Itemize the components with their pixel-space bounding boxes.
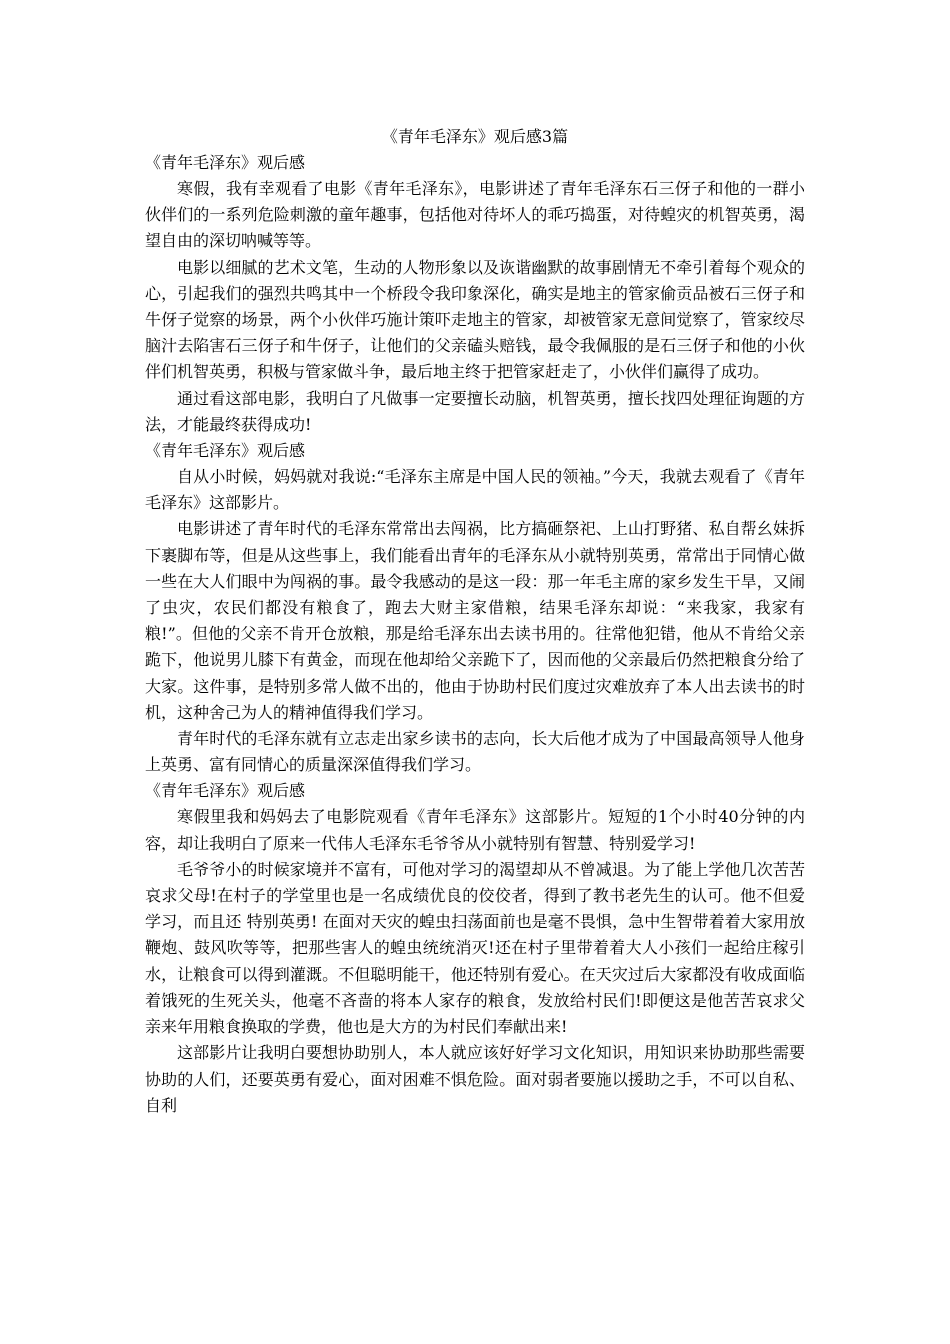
paragraph: 电影讲述了青年时代的毛泽东常常出去闯祸，比方搞砸祭祀、上山打野猪、私自帮幺妹拆下裹脚布等，但是从这些事上，我们能看出青年的毛泽东从小就特别英勇，常常出于同情心做一些在大人们眼中为闯祸的事。最令我感动的是这一段：那一年毛主席的家乡发生干旱，又闹了虫灾，农民们都没有粮食了，跑去大财主家借粮，结果毛泽东却说：“来我家，我家有粮!”。但他的父亲不肯开仓放粮，那是给毛泽东出去读书用的。往常他犯错，他从不肯给父亲跪下，他说男儿膝下有黄金，而现在他却给父亲跪下了，因而他的父亲最后仍然把粮食分给了大家。这件事，是特别多常人做不出的，他由于协助村民们度过灾难放弃了本人出去读书的时机，这种舍己为人的精神值得我们学习。 [145, 519, 805, 722]
section-heading: 《青年毛泽东》观后感 [145, 781, 306, 801]
document-title: 《青年毛泽东》观后感3篇 [381, 127, 569, 146]
section-2 [145, 438, 805, 778]
paragraph: 青年时代的毛泽东就有立志走出家乡读书的志向，长大后他才成为了中国最高领导人他身上英勇、富有同情心的质量深深值得我们学习。 [145, 729, 805, 775]
section-heading: 《青年毛泽东》观后感 [145, 153, 306, 172]
paragraph: 毛爷爷小的时候家境并不富有，可他对学习的渴望却从不曾减退。为了能上学他几次苦苦哀求父母!在村子的学堂里也是一名成绩优良的佼佼者，得到了教书老先生的认可。他不但爱学习，而且还 特别英勇! 在面对天灾的蝗虫扫荡面前也是毫不畏惧，急中生智带着着大家用放鞭炮、鼓风吹等等，把那些害人的蝗虫统统消灭!还在村子里带着着大人小孩们一起给庄稼引水，让粮食可以得到灌溉。不但聪明能干，他还特别有爱心。在天灾过后大家都没有收成面临着饿死的生死关头，他毫不吝啬的将本人家存的粮食，发放给村民们!即便这是他苦苦哀求父亲来年用粮食换取的学费，他也是大方的为村民们奉献出来! [145, 859, 805, 1037]
section-1 [145, 150, 805, 438]
paragraph: 电影以细腻的艺术文笔，生动的人物形象以及诙谐幽默的故事剧情无不牵引着每个观众的心，引起我们的强烈共鸣其中一个桥段令我印象深化，确实是地主的管家偷贡品被石三伢子和牛伢子觉察的场景，两个小伙伴巧施计策吓走地主的管家，却被管家无意间觉察了，管家绞尽脑汁去陷害石三伢子和牛伢子，让他们的父亲磕头赔钱，最令我佩服的是石三伢子和他的小伙伴们机智英勇，积极与管家做斗争，最后地主终于把管家赶走了，小伙伴们赢得了成功。 [145, 257, 805, 382]
paragraph: 通过看这部电影，我明白了凡做事一定要擅长动脑，机智英勇，擅长找四处理征询题的方法，才能最终获得成功! [145, 388, 805, 434]
paragraph: 寒假里我和妈妈去了电影院观看《青年毛泽东》这部影片。短短的1个小时40分钟的内容，却让我明白了原来一代伟人毛泽东毛爷爷从小就特别有智慧、特别爱学习! [145, 807, 805, 853]
section-3 [145, 778, 805, 1118]
document-page [145, 124, 805, 1119]
paragraph: 这部影片让我明白要想协助别人，本人就应该好好学习文化知识，用知识来协助那些需要协助的人们，还要英勇有爱心，面对困难不惧危险。面对弱者要施以援助之手，不可以自私、自利 [145, 1043, 805, 1115]
section-heading: 《青年毛泽东》观后感 [145, 441, 306, 461]
paragraph: 寒假，我有幸观看了电影《青年毛泽东》，电影讲述了青年毛泽东石三伢子和他的一群小伙伴们的一系列危险刺激的童年趣事，包括他对待坏人的乖巧捣蛋，对待蝗灾的机智英勇，渴望自由的深切呐喊等等。 [145, 179, 805, 251]
paragraph: 自从小时候，妈妈就对我说:“毛泽东主席是中国人民的领袖。”今天，我就去观看了《青年毛泽东》这部影片。 [145, 467, 805, 513]
